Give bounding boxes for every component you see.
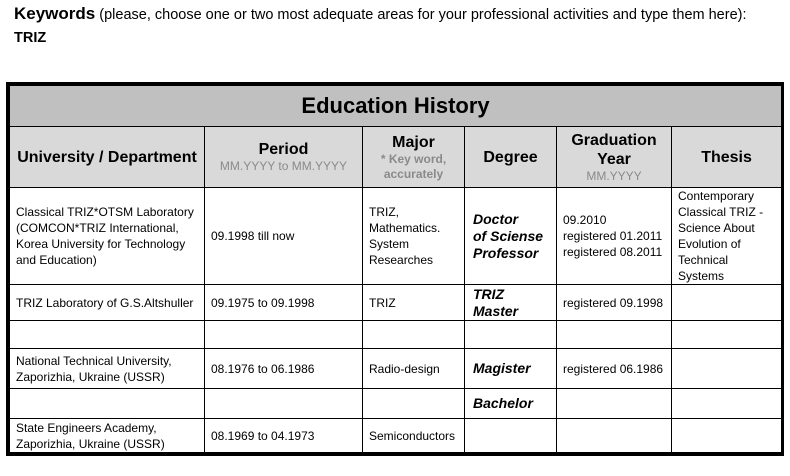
cell-university[interactable]: National Technical University, Zaporizhia, Ukraine (USSR) — [10, 349, 205, 389]
cell-graduation[interactable] — [557, 419, 672, 453]
column-header-graduation: Graduation Year MM.YYYY — [557, 127, 672, 188]
table-row — [10, 349, 782, 389]
cell-university[interactable]: Classical TRIZ*OTSM Laboratory (COMCON*TRIZ International, Korea University for Technology and Education) — [10, 188, 205, 285]
table-row — [10, 321, 782, 349]
cell-major[interactable]: TRIZ — [363, 285, 465, 321]
education-history-table — [6, 82, 784, 456]
cell-period[interactable]: 09.1975 to 09.1998 — [205, 285, 363, 321]
table-row — [10, 419, 782, 453]
cell-graduation[interactable]: registered 09.1998 — [557, 285, 672, 321]
cell-degree[interactable]: Doctor of Sciense Professor — [465, 188, 557, 285]
column-header-period: Period MM.YYYY to MM.YYYY — [205, 127, 363, 188]
cell-period[interactable]: 08.1969 to 04.1973 — [205, 419, 363, 453]
column-header-thesis: Thesis — [672, 127, 782, 188]
cell-university[interactable] — [10, 389, 205, 419]
column-header-major: Major * Key word, accurately — [363, 127, 465, 188]
cell-graduation[interactable] — [557, 321, 672, 349]
cell-university[interactable] — [10, 321, 205, 349]
cell-degree[interactable]: TRIZ Master — [465, 285, 557, 321]
education-rows — [10, 188, 782, 453]
cell-thesis[interactable] — [672, 349, 782, 389]
cell-period[interactable] — [205, 389, 363, 419]
cell-major[interactable]: Semiconductors — [363, 419, 465, 453]
cell-period[interactable]: 08.1976 to 06.1986 — [205, 349, 363, 389]
cell-major[interactable]: Radio-design — [363, 349, 465, 389]
table-row — [10, 285, 782, 321]
major-hint: * Key word, accurately — [380, 151, 447, 181]
table-row — [10, 188, 782, 285]
cell-graduation[interactable] — [557, 389, 672, 419]
period-hint: MM.YYYY to MM.YYYY — [219, 159, 348, 173]
cell-degree[interactable]: Magister — [465, 349, 557, 389]
cell-thesis[interactable] — [672, 389, 782, 419]
cell-thesis[interactable]: Contemporary Classical TRIZ - Science About Evolution of Technical Systems — [672, 188, 782, 285]
graduation-hint: MM.YYYY — [586, 168, 642, 183]
cell-thesis[interactable] — [672, 285, 782, 321]
cell-major[interactable] — [363, 321, 465, 349]
keywords-label: Keywords — [14, 4, 96, 23]
table-title: Education History — [10, 86, 782, 127]
cell-degree[interactable] — [465, 321, 557, 349]
cell-degree[interactable] — [465, 419, 557, 453]
cell-graduation[interactable]: 09.2010 registered 01.2011 registered 08.2011 — [557, 188, 672, 285]
cell-thesis[interactable] — [672, 321, 782, 349]
keywords-line — [14, 4, 784, 25]
keywords-value[interactable]: TRIZ — [14, 30, 47, 46]
cell-thesis[interactable] — [672, 419, 782, 453]
cell-period[interactable] — [205, 321, 363, 349]
cell-university[interactable]: TRIZ Laboratory of G.S.Altshuller — [10, 285, 205, 321]
cell-university[interactable]: State Engineers Academy, Zaporizhia, Ukraine (USSR) — [10, 419, 205, 453]
table-row — [10, 389, 782, 419]
cell-degree[interactable]: Bachelor — [465, 389, 557, 419]
cell-graduation[interactable]: registered 06.1986 — [557, 349, 672, 389]
cell-period[interactable]: 09.1998 till now — [205, 188, 363, 285]
keywords-instruction: (please, choose one or two most adequate areas for your professional activities and type them here): — [95, 7, 747, 23]
column-header-university: University / Department — [10, 127, 205, 188]
cell-major[interactable] — [363, 389, 465, 419]
column-header-degree: Degree — [465, 127, 557, 188]
cell-major[interactable]: TRIZ, Mathematics. System Researches — [363, 188, 465, 285]
